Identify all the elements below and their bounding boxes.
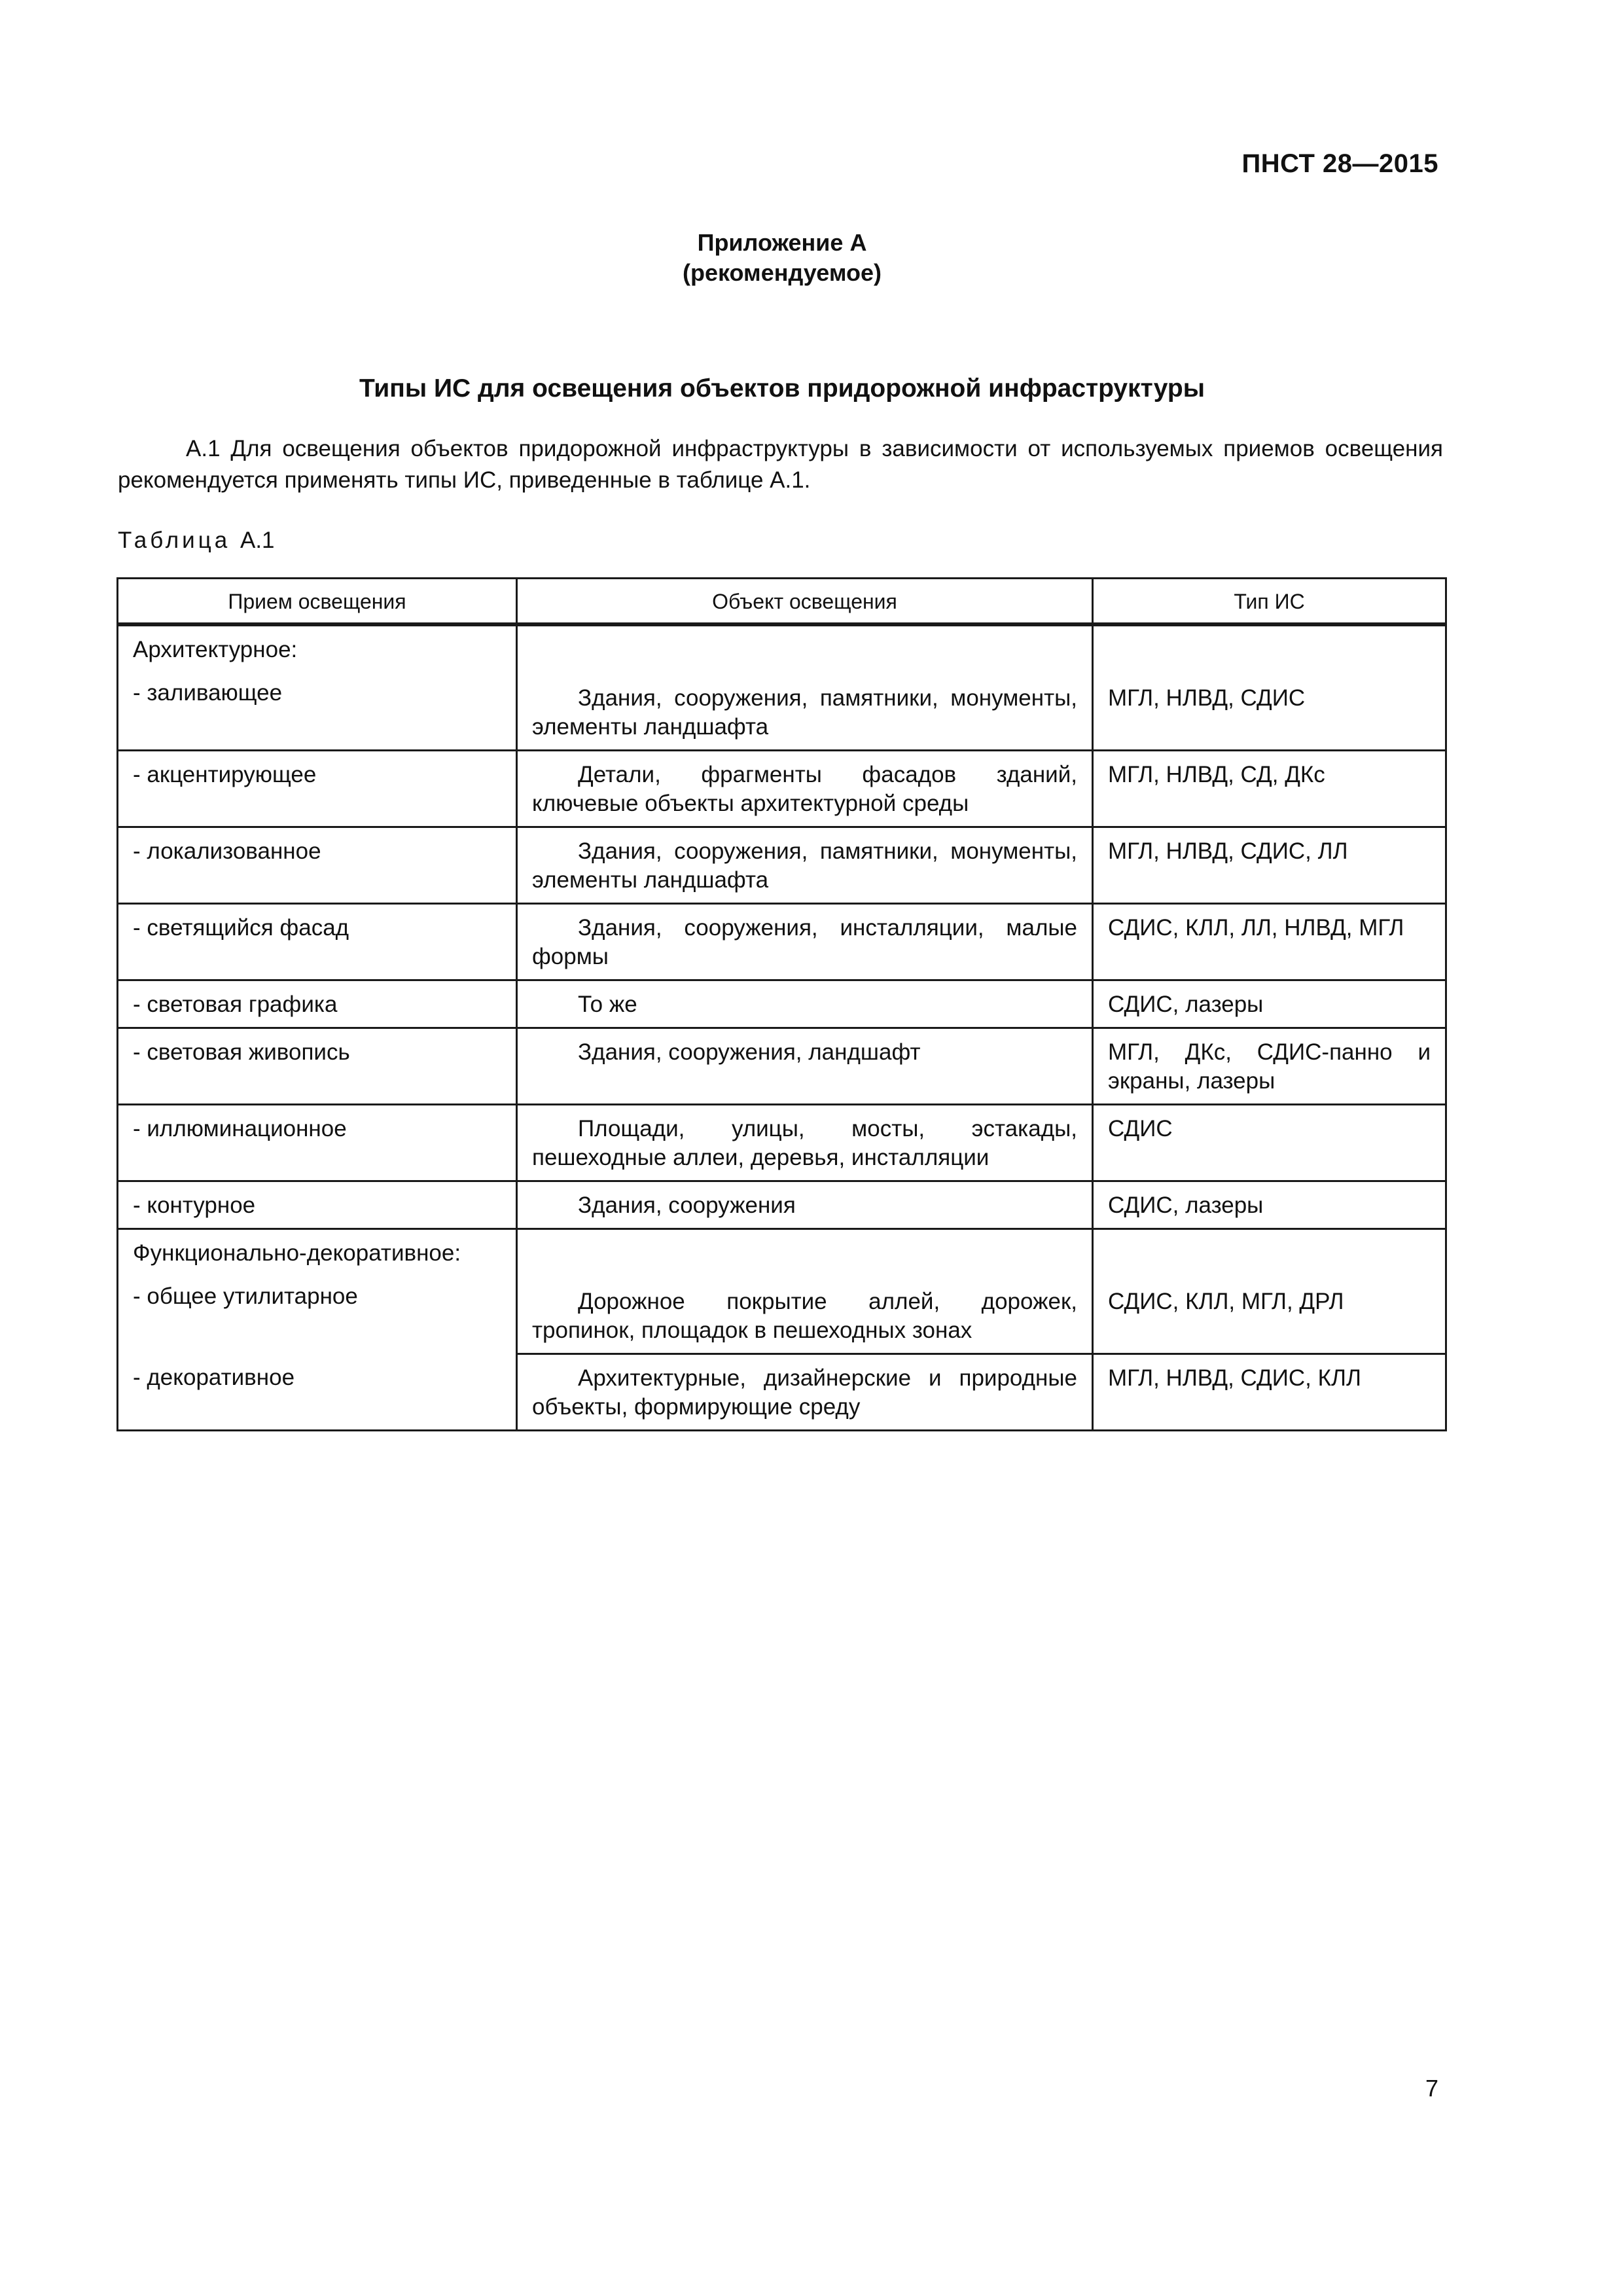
type-cell: СДИС, КЛЛ, МГЛ, ДРЛ	[1093, 1229, 1446, 1354]
table-row	[118, 1105, 1446, 1181]
lighting-types-table	[116, 577, 1447, 1431]
table-row	[118, 1181, 1446, 1229]
method-cell: - светящийся фасад	[118, 904, 517, 980]
method-cell	[118, 624, 517, 751]
method-cell: - декоративное	[118, 1354, 517, 1431]
section-title: Типы ИС для освещения объектов придорожной инфраструктуры	[359, 374, 1205, 403]
object-cell: Площади, улицы, мосты, эстакады, пешеходные аллеи, деревья, инсталляции	[517, 1105, 1093, 1181]
method-cell: - акцентирующее	[118, 751, 517, 827]
type-cell: МГЛ, НЛВД, СД, ДКс	[1093, 751, 1446, 827]
object-cell: Здания, сооружения	[517, 1181, 1093, 1229]
type-cell: СДИС, КЛЛ, ЛЛ, НЛВД, МГЛ	[1093, 904, 1446, 980]
type-cell: МГЛ, НЛВД, СДИС, ЛЛ	[1093, 827, 1446, 904]
table-row	[118, 1028, 1446, 1105]
table-row	[118, 827, 1446, 904]
group-label-architectural: Архитектурное:	[133, 637, 298, 662]
appendix-title: Приложение А	[697, 229, 867, 256]
table-caption-word: Таблица	[118, 528, 231, 553]
object-cell: Здания, сооружения, ландшафт	[517, 1028, 1093, 1105]
table-row	[118, 624, 1446, 751]
method-cell	[118, 1229, 517, 1354]
document-code: ПНСТ 28—2015	[1241, 149, 1438, 178]
table-row	[118, 904, 1446, 980]
appendix-heading	[0, 228, 1564, 288]
group-label-functional: Функционально-декоративное:	[133, 1240, 461, 1266]
object-cell: Архитектурные, дизайнерские и природные объекты, формирующие среду	[517, 1354, 1093, 1431]
object-cell: То же	[517, 980, 1093, 1028]
object-cell: Детали, фрагменты фасадов зданий, ключевые объекты архитектурной среды	[517, 751, 1093, 827]
table-caption	[118, 528, 275, 554]
table-row	[118, 1229, 1446, 1354]
table-caption-number: А.1	[240, 528, 275, 553]
table-header-row	[118, 579, 1446, 625]
method-label: - заливающее	[133, 680, 283, 706]
table-row	[118, 1354, 1446, 1431]
header-object: Объект освещения	[517, 579, 1093, 625]
intro-paragraph: А.1 Для освещения объектов придорожной инфраструктуры в зависимости от используемых приемов освещения рекомендуется применять типы ИС, приведенные в таблице А.1.	[118, 436, 1443, 493]
type-cell: СДИС, лазеры	[1093, 980, 1446, 1028]
object-cell: Здания, сооружения, памятники, монументы, элементы ландшафта	[517, 827, 1093, 904]
method-label: - общее утилитарное	[133, 1283, 358, 1309]
object-cell: Здания, сооружения, инсталляции, малые формы	[517, 904, 1093, 980]
type-cell: МГЛ, НЛВД, СДИС	[1093, 624, 1446, 751]
appendix-status: (рекомендуемое)	[683, 259, 882, 286]
type-cell: МГЛ, ДКс, СДИС-панно и экраны, лазеры	[1093, 1028, 1446, 1105]
type-cell: МГЛ, НЛВД, СДИС, КЛЛ	[1093, 1354, 1446, 1431]
method-cell: - контурное	[118, 1181, 517, 1229]
object-cell: Дорожное покрытие аллей, дорожек, тропинок, площадок в пешеходных зонах	[517, 1229, 1093, 1354]
method-cell: - световая живопись	[118, 1028, 517, 1105]
object-cell: Здания, сооружения, памятники, монументы, элементы ландшафта	[517, 624, 1093, 751]
type-cell: СДИС, лазеры	[1093, 1181, 1446, 1229]
header-method: Прием освещения	[118, 579, 517, 625]
header-type: Тип ИС	[1093, 579, 1446, 625]
page-number: 7	[1425, 2075, 1438, 2102]
type-cell: СДИС	[1093, 1105, 1446, 1181]
method-cell: - иллюминационное	[118, 1105, 517, 1181]
table-row	[118, 751, 1446, 827]
method-cell: - локализованное	[118, 827, 517, 904]
method-cell: - световая графика	[118, 980, 517, 1028]
table-row	[118, 980, 1446, 1028]
